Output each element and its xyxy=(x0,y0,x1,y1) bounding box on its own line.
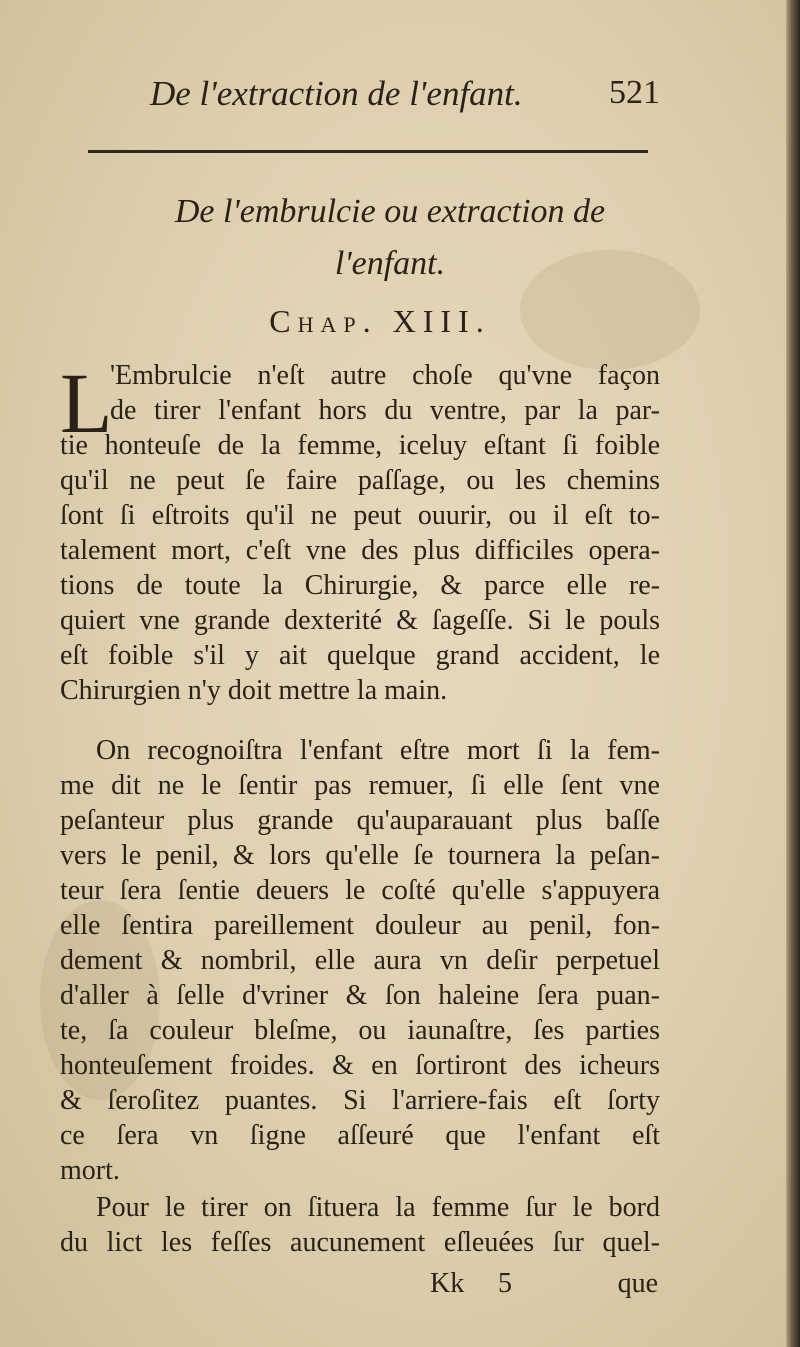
text-line: me dit ne le ſentir pas remuer, ſi elle ſent vne xyxy=(60,770,660,801)
page-edge-shadow xyxy=(786,0,800,1347)
text-line: On recognoiſtra l'enfant eſtre mort ſi la fem- xyxy=(96,735,660,766)
text-line: teur ſera ſentie deuers le coſté qu'elle s'appuyera xyxy=(60,875,660,906)
text-line: & ſeroſitez puantes. Si l'arriere-fais eſt ſorty xyxy=(60,1085,660,1116)
signature-number: 5 xyxy=(498,1268,512,1299)
text-line: elle ſentira pareillement douleur au penil, fon- xyxy=(60,910,660,941)
section-title-line: l'enfant. xyxy=(334,245,446,282)
text-line: dement & nombril, elle aura vn deſir perpetuel xyxy=(60,945,660,976)
text-line: honteuſement froides. & en ſortiront des icheurs xyxy=(60,1050,660,1081)
signature-line xyxy=(430,1268,658,1304)
paragraph xyxy=(60,355,660,708)
text-line: 'Embrulcie n'eſt autre choſe qu'vne façon xyxy=(110,360,660,391)
text-line: qu'il ne peut ſe faire paſſage, ou les chemins xyxy=(60,465,660,496)
paragraph xyxy=(60,1190,660,1260)
text-line: du lict les feſſes aucunement eſleuées ſur quel- xyxy=(60,1227,660,1258)
text-line: mort. xyxy=(60,1155,120,1186)
text-line: tions de toute la Chirurgie, & parce elle re- xyxy=(60,570,660,601)
text-line: tie honteuſe de la femme, iceluy eſtant ſi foible xyxy=(60,430,660,461)
section-title xyxy=(90,186,690,290)
text-line: Pour le tirer on ſituera la femme ſur le bord xyxy=(96,1192,660,1223)
page-number: 521 xyxy=(609,74,660,111)
chapter-label: Chap. xyxy=(269,303,378,339)
running-head xyxy=(150,74,660,122)
text-line: d'aller à ſelle d'vriner & ſon haleine ſera puan- xyxy=(60,980,660,1011)
text-line: quiert vne grande dexterité & ſageſſe. Si le pouls xyxy=(60,605,660,636)
text-line: ce ſera vn ſigne aſſeuré que l'enfant eſt xyxy=(60,1120,660,1151)
signature-mark: Kk xyxy=(430,1268,465,1299)
text-line: Chirurgien n'y doit mettre la main. xyxy=(60,675,448,706)
text-line: ſont ſi eſtroits qu'il ne peut ouurir, ou il eſt to- xyxy=(60,500,660,531)
text-line: peſanteur plus grande qu'auparauant plus baſſe xyxy=(60,805,660,836)
catchword: que xyxy=(617,1268,658,1299)
running-title: De l'extraction de l'enfant. xyxy=(150,74,523,113)
paragraph xyxy=(60,733,660,1188)
chapter-number: XIII. xyxy=(392,303,491,339)
text-line: eſt foible s'il y ait quelque grand accident, le xyxy=(60,640,660,671)
chapter-heading xyxy=(160,303,600,340)
text-line: te, ſa couleur bleſme, ou iaunaſtre, ſes parties xyxy=(60,1015,660,1046)
text-line: talement mort, c'eſt vne des plus difficiles opera- xyxy=(60,535,660,566)
drop-cap: L xyxy=(60,355,113,451)
section-title-line: De l'embrulcie ou extraction de xyxy=(174,193,606,230)
text-line: vers le penil, & lors qu'elle ſe tournera la peſan- xyxy=(60,840,660,871)
text-line: de tirer l'enfant hors du ventre, par la par- xyxy=(110,395,660,426)
header-rule xyxy=(88,150,648,153)
